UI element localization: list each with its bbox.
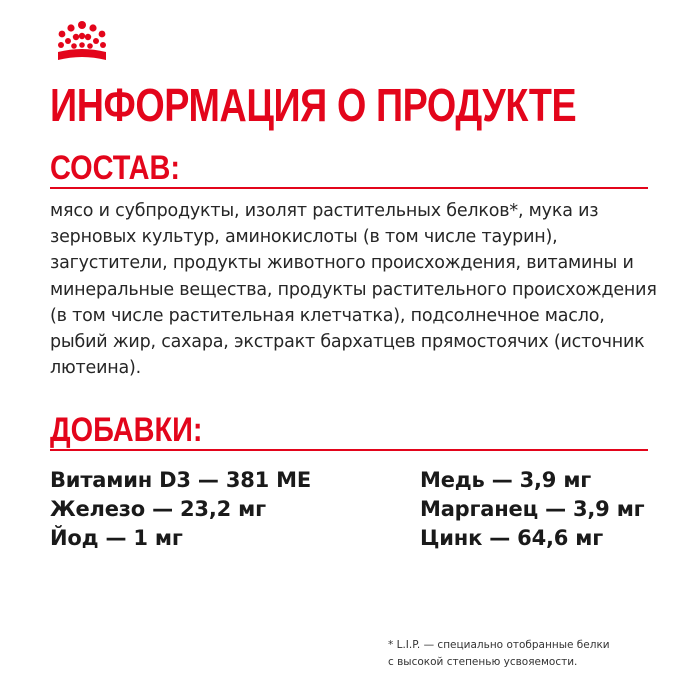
composition-heading: СОСТАВ: (50, 149, 180, 187)
additives-list-right (420, 466, 644, 553)
additive-item: Железо — 23,2 мг (50, 497, 266, 521)
crown-logo-icon (54, 20, 110, 64)
composition-text: мясо и субпродукты, изолят растительных белков*, мука из зерновых культур, аминокислоты (в том числе таурин), загустители, продукты животного происхождения, витамины и минеральные вещества, продукты растительного происхождения (в том числе растительная клетчатка), подсолнечное масло, рыбий жир, сахара, экстракт бархатцев прямостоячих (источник лютеина). (50, 201, 657, 379)
additives-heading: ДОБАВКИ: (50, 411, 203, 449)
additive-item: Витамин D3 — 381 МЕ (50, 468, 312, 492)
additive-item: Цинк — 64,6 мг (420, 526, 604, 550)
additives-divider (50, 449, 648, 451)
additive-item: Марганец — 3,9 мг (420, 497, 645, 521)
additive-item: Йод — 1 мг (50, 526, 183, 550)
additive-item: Медь — 3,9 мг (420, 468, 592, 492)
footnote-line-1: * L.I.P. — специально отобранные белки (388, 639, 610, 651)
composition-divider (50, 187, 648, 189)
page-title: ИНФОРМАЦИЯ О ПРОДУКТЕ (50, 79, 577, 131)
additives-list-left (50, 466, 311, 553)
footnote-line-2: с высокой степенью усвояемости. (388, 656, 578, 668)
footnote (388, 637, 648, 671)
